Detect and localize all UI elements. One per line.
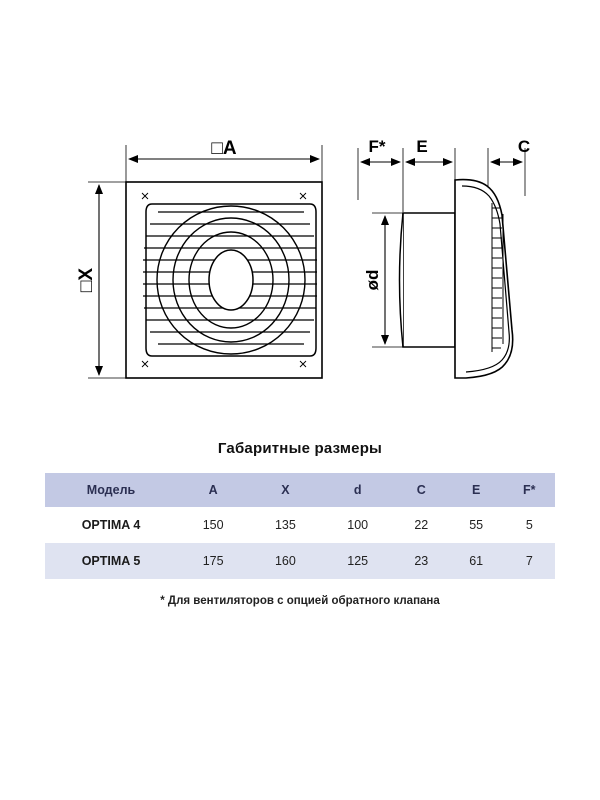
header-d: d — [322, 473, 394, 507]
cell-a: 175 — [177, 543, 249, 579]
side-extension-lines — [358, 148, 525, 212]
cell-f: 7 — [504, 543, 555, 579]
label-x: □X — [76, 267, 97, 293]
cell-x: 160 — [249, 543, 321, 579]
cell-x: 135 — [249, 507, 321, 543]
cell-e: 61 — [449, 543, 504, 579]
dimensions-section — [0, 440, 600, 607]
duct-spigot — [403, 213, 455, 347]
side-view — [358, 137, 530, 378]
dimensions-table — [45, 473, 555, 579]
table-row — [45, 543, 555, 579]
header-x: X — [249, 473, 321, 507]
table-header-row — [45, 473, 555, 507]
header-e: E — [449, 473, 504, 507]
label-d: ød — [363, 269, 382, 291]
duct-spigot-end — [400, 213, 404, 347]
label-f: F* — [368, 137, 386, 156]
header-model: Модель — [45, 473, 177, 507]
motor-hub — [209, 250, 253, 310]
label-c: C — [517, 137, 531, 156]
header-c: C — [394, 473, 449, 507]
label-e: E — [416, 137, 428, 156]
table-footnote: * Для вентиляторов с опцией обратного клапана — [160, 595, 440, 607]
cell-model: OPTIMA 4 — [45, 507, 177, 543]
table-title: Габаритные размеры — [217, 440, 383, 457]
label-a: □A — [211, 138, 237, 159]
header-a: A — [177, 473, 249, 507]
cell-model: OPTIMA 5 — [45, 543, 177, 579]
cell-c: 23 — [394, 543, 449, 579]
cell-e: 55 — [449, 507, 504, 543]
front-view — [76, 138, 322, 378]
cell-c: 22 — [394, 507, 449, 543]
table-row — [45, 507, 555, 543]
header-f: F* — [504, 473, 555, 507]
cell-d: 125 — [322, 543, 394, 579]
cell-f: 5 — [504, 507, 555, 543]
cell-a: 150 — [177, 507, 249, 543]
cell-d: 100 — [322, 507, 394, 543]
